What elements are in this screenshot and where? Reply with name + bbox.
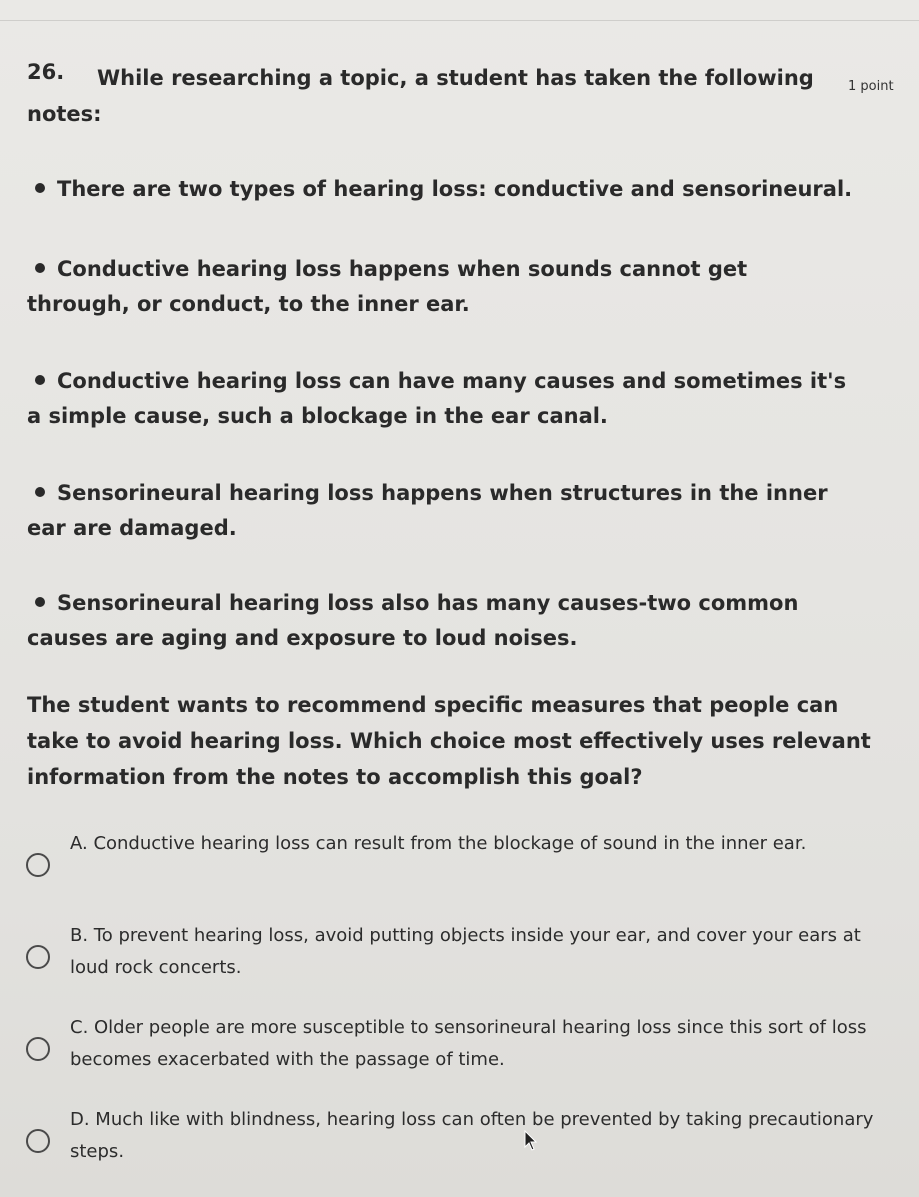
note-item bbox=[27, 364, 857, 434]
note-text: Conductive hearing loss happens when sounds cannot get through, or conduct, to the inner ear. bbox=[27, 257, 748, 316]
bullet-icon bbox=[35, 375, 45, 385]
option-label[interactable]: A. Conductive hearing loss can result from the blockage of sound in the inner ear. bbox=[70, 833, 807, 854]
mouse-cursor-icon bbox=[524, 1130, 538, 1152]
note-item bbox=[27, 476, 857, 546]
points-label: 1 point bbox=[848, 79, 894, 94]
note-text: Sensorineural hearing loss happens when structures in the inner ear are damaged. bbox=[27, 481, 828, 540]
bullet-icon bbox=[35, 487, 45, 497]
radio-button-c[interactable] bbox=[26, 1037, 50, 1061]
radio-button-d[interactable] bbox=[26, 1129, 50, 1153]
answer-option-b[interactable] bbox=[20, 920, 900, 1000]
question-number: 26. bbox=[27, 60, 65, 84]
note-text: Conductive hearing loss can have many causes and sometimes it's a simple cause, such a blockage in the ear canal. bbox=[27, 369, 847, 428]
note-text: Sensorineural hearing loss also has many causes-two common causes are aging and exposure to loud noises. bbox=[27, 591, 799, 650]
answer-option-a[interactable] bbox=[20, 828, 900, 908]
radio-button-b[interactable] bbox=[26, 945, 50, 969]
question-prompt: The student wants to recommend specific measures that people can take to avoid hearing loss. Which choice most effectively uses relevant information from the notes to accomplish this goal? bbox=[27, 693, 871, 789]
note-item bbox=[27, 172, 857, 207]
option-label[interactable]: D. Much like with blindness, hearing loss can often be prevented by taking precautionary steps. bbox=[70, 1109, 874, 1162]
bullet-icon bbox=[35, 183, 45, 193]
note-item bbox=[27, 252, 857, 322]
radio-button-a[interactable] bbox=[26, 853, 50, 877]
bullet-icon bbox=[35, 597, 45, 607]
note-item bbox=[27, 586, 857, 656]
answer-option-c[interactable] bbox=[20, 1012, 900, 1092]
option-label[interactable]: B. To prevent hearing loss, avoid putting objects inside your ear, and cover your ears at loud rock concerts. bbox=[70, 925, 861, 978]
option-label[interactable]: C. Older people are more susceptible to sensorineural hearing loss since this sort of loss becomes exacerbated with the passage of time. bbox=[70, 1017, 867, 1070]
bullet-icon bbox=[35, 263, 45, 273]
top-divider bbox=[0, 20, 919, 21]
answer-option-d[interactable] bbox=[20, 1104, 900, 1184]
note-text: There are two types of hearing loss: conductive and sensorineural. bbox=[57, 177, 853, 201]
question-stem: While researching a topic, a student has taken the following notes: bbox=[27, 66, 814, 126]
